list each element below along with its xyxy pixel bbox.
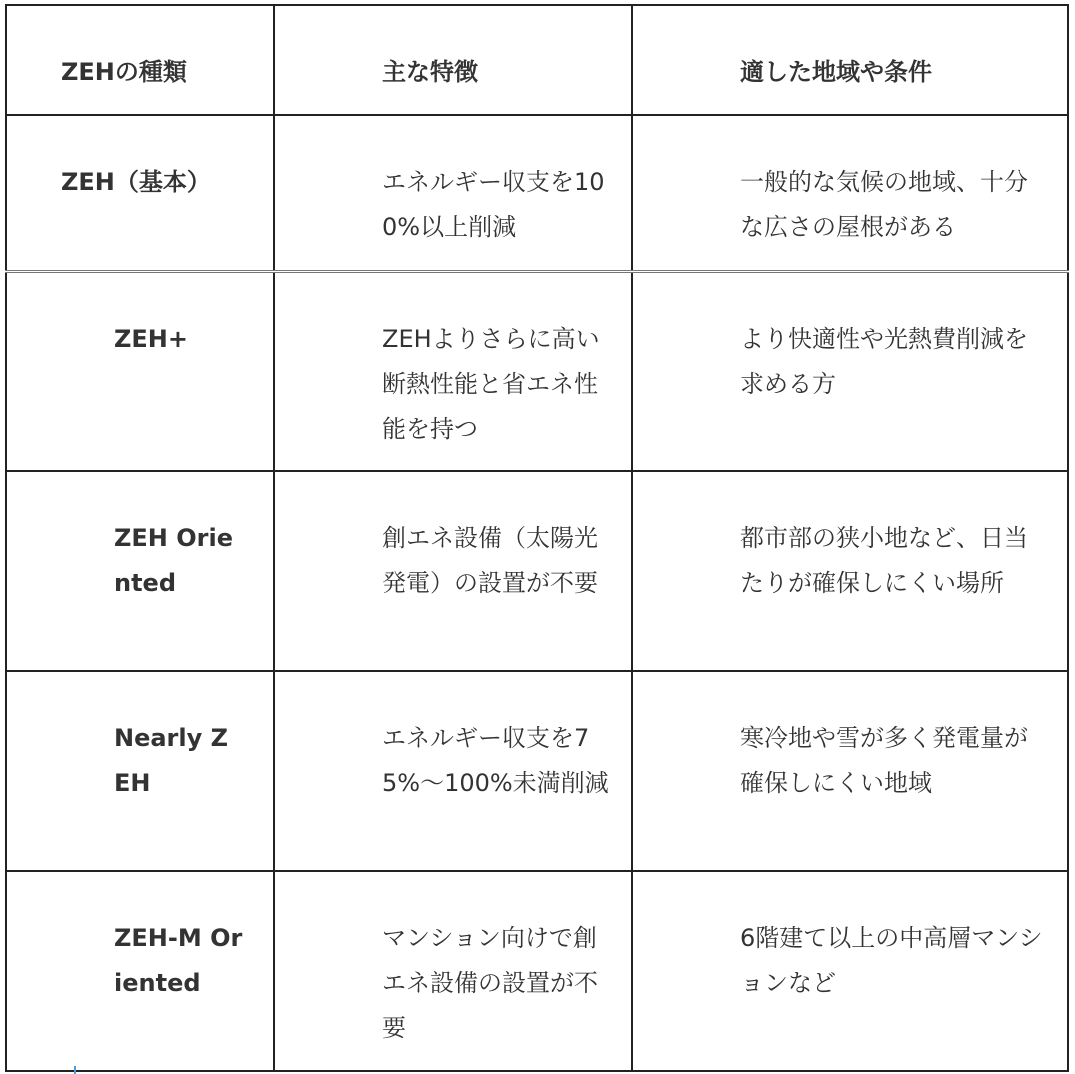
table-row xyxy=(6,271,1068,471)
header-type-label: ZEHの種類 xyxy=(61,58,187,86)
text-caret-mark xyxy=(74,1066,76,1074)
table-row xyxy=(6,471,1068,671)
cell-conditions xyxy=(632,271,1068,471)
zeh-type-name: Nearly ZEH xyxy=(114,724,229,797)
cell-type xyxy=(6,271,274,471)
zeh-features-text: エネルギー収支を75%～100%未満削減 xyxy=(382,724,609,797)
cell-conditions xyxy=(632,471,1068,671)
table-row xyxy=(6,115,1068,271)
table-row xyxy=(6,671,1068,871)
header-features-label: 主な特徴 xyxy=(382,58,478,86)
header-cell-features xyxy=(274,5,632,115)
zeh-type-name: ZEH（基本） xyxy=(61,168,211,196)
cell-features xyxy=(274,871,632,1071)
table-row xyxy=(6,871,1068,1071)
zeh-features-text: マンション向けで創エネ設備の設置が不要 xyxy=(382,924,598,1042)
zeh-features-text: ZEHよりさらに高い断熱性能と省エネ性能を持つ xyxy=(382,324,600,443)
header-cell-type xyxy=(6,5,274,115)
header-conditions-label: 適した地域や条件 xyxy=(740,58,932,86)
zeh-type-name: ZEH+ xyxy=(114,324,188,353)
cell-conditions xyxy=(632,115,1068,271)
cell-type xyxy=(6,471,274,671)
zeh-conditions-text: 寒冷地や雪が多く発電量が確保しにくい地域 xyxy=(740,724,1028,797)
zeh-features-text: エネルギー収支を100%以上削減 xyxy=(382,168,605,241)
zeh-comparison-table xyxy=(5,4,1069,1072)
cell-conditions xyxy=(632,671,1068,871)
cell-features xyxy=(274,271,632,471)
zeh-conditions-text: 都市部の狭小地など、日当たりが確保しにくい場所 xyxy=(740,524,1028,597)
cell-features xyxy=(274,115,632,271)
zeh-type-name: ZEH Oriented xyxy=(114,524,233,597)
cell-type xyxy=(6,871,274,1071)
cell-features xyxy=(274,471,632,671)
zeh-conditions-text: より快適性や光熱費削減を求める方 xyxy=(740,324,1028,398)
zeh-type-name: ZEH-M Oriented xyxy=(114,924,243,997)
cell-conditions xyxy=(632,871,1068,1071)
zeh-conditions-text: 6階建て以上の中高層マンションなど xyxy=(740,924,1043,997)
table-header-row xyxy=(6,5,1068,115)
cell-features xyxy=(274,671,632,871)
zeh-comparison-table-wrapper xyxy=(5,4,1069,1072)
cell-type xyxy=(6,671,274,871)
cell-type xyxy=(6,115,274,271)
header-cell-conditions xyxy=(632,5,1068,115)
zeh-conditions-text: 一般的な気候の地域、十分な広さの屋根がある xyxy=(740,168,1028,241)
zeh-features-text: 創エネ設備（太陽光発電）の設置が不要 xyxy=(382,524,598,597)
